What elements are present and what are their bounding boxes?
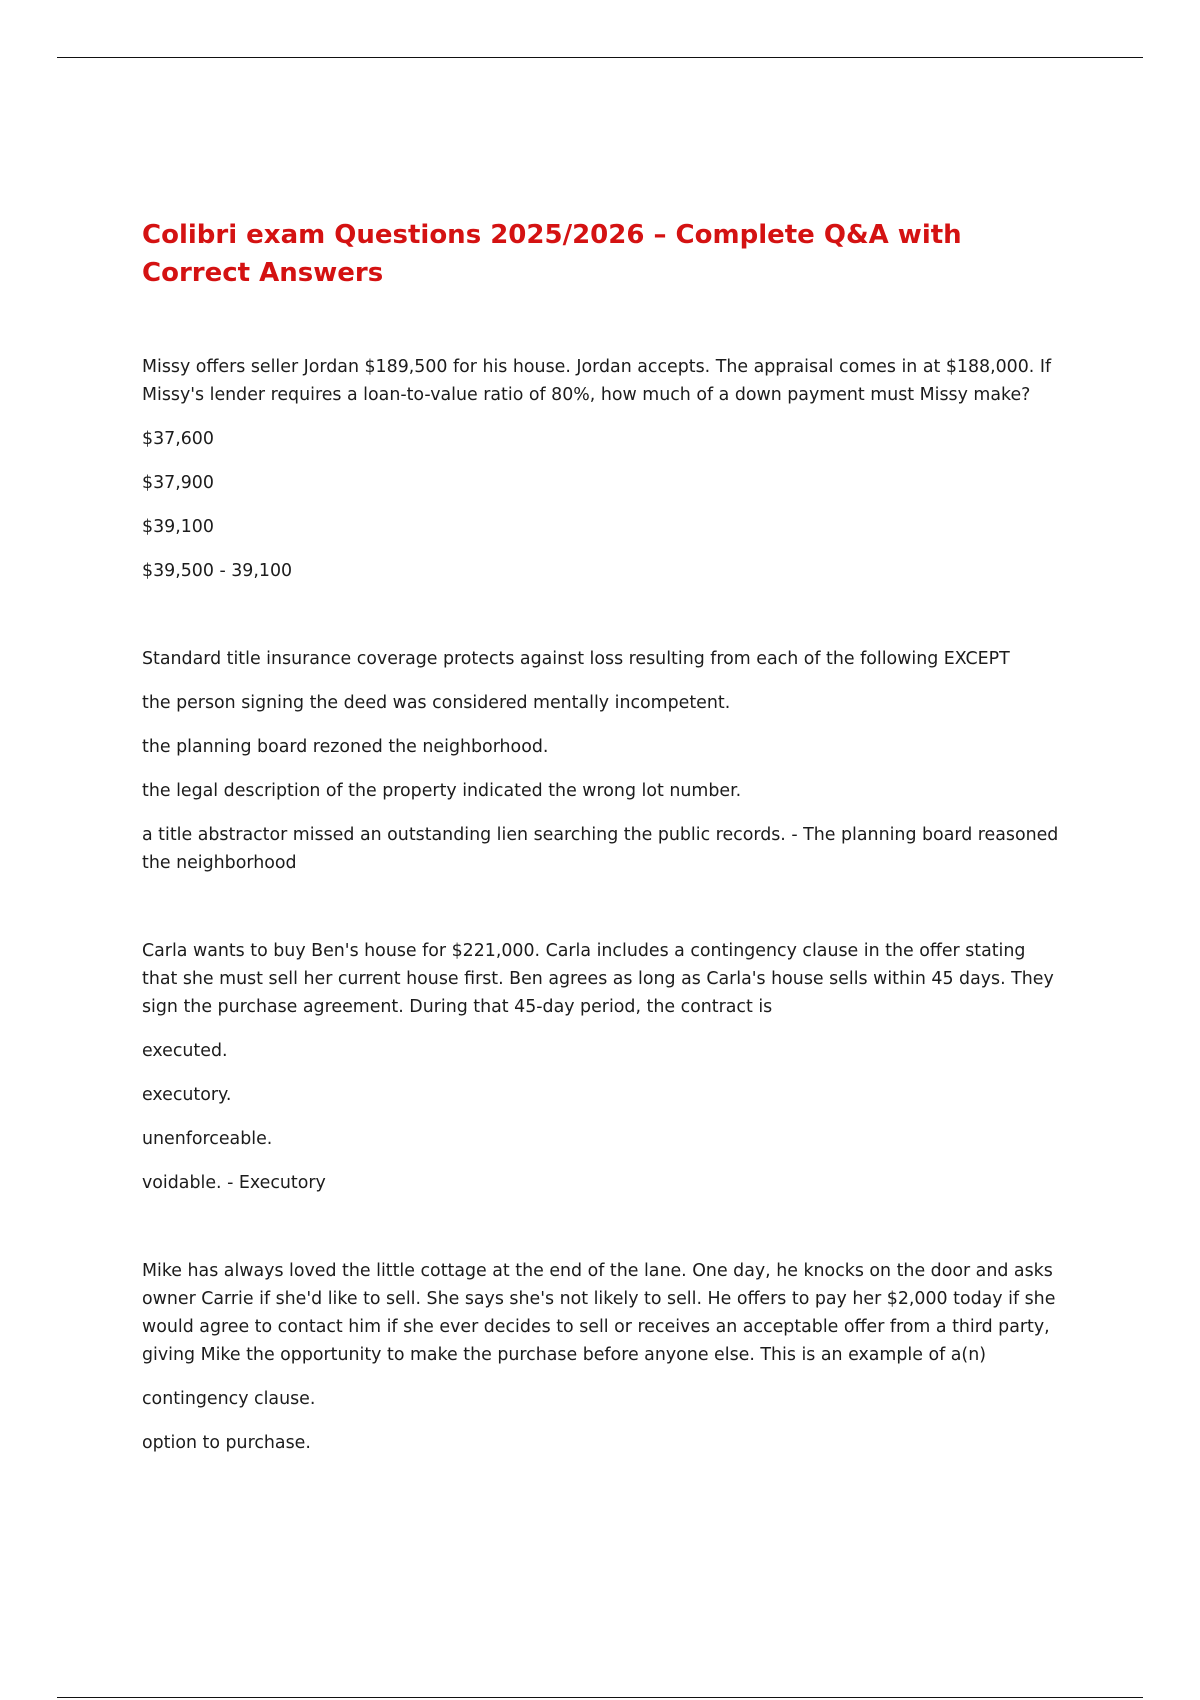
answer-option: option to purchase.: [142, 1433, 311, 1453]
question-3: [142, 937, 1062, 1197]
question-text: Standard title insurance coverage protects against loss resulting from each of the following EXCEPT: [142, 649, 1010, 669]
answer-option: unenforceable.: [142, 1129, 273, 1149]
question-2: [142, 645, 1062, 877]
document-body: [142, 353, 1062, 1517]
answer-option: the person signing the deed was considered mentally incompetent.: [142, 693, 731, 713]
question-text: Mike has always loved the little cottage at the end of the lane. One day, he knocks on the door and asks owner Carrie if she'd like to sell. She says she's not likely to sell. He offers to pay her $2,000 today if she would agree to contact him if she ever decides to sell or receives an acceptable offer from a third party, giving Mike the opportunity to make the purchase before anyone else. This is an example of a(n): [142, 1261, 1056, 1365]
answer-option: $39,100: [142, 517, 214, 537]
question-text: Missy offers seller Jordan $189,500 for his house. Jordan accepts. The appraisal comes in at $188,000. If Missy's lender requires a loan-to-value ratio of 80%, how much of a down payment must Missy make?: [142, 357, 1052, 405]
question-text: Carla wants to buy Ben's house for $221,000. Carla includes a contingency clause in the offer stating that she must sell her current house first. Ben agrees as long as Carla's house sells within 45 days. They sign the purchase agreement. During that 45-day period, the contract is: [142, 941, 1054, 1017]
answer-option: $39,500 - 39,100: [142, 561, 293, 581]
answer-option: the planning board rezoned the neighborhood.: [142, 737, 549, 757]
answer-option: $37,900: [142, 473, 214, 493]
answer-option: the legal description of the property indicated the wrong lot number.: [142, 781, 742, 801]
question-1: [142, 353, 1062, 585]
answer-option: executed.: [142, 1041, 228, 1061]
document-title: Colibri exam Questions 2025/2026 – Complete Q&A with Correct Answers: [142, 220, 962, 288]
top-rule: [57, 57, 1143, 58]
question-4: [142, 1257, 1062, 1457]
bottom-rule: [57, 1697, 1143, 1698]
answer-option: voidable. - Executory: [142, 1173, 326, 1193]
answer-option: contingency clause.: [142, 1389, 316, 1409]
answer-option: executory.: [142, 1085, 232, 1105]
answer-option: a title abstractor missed an outstanding lien searching the public records. - The planning board reasoned the neighborhood: [142, 825, 1059, 873]
answer-option: $37,600: [142, 429, 214, 449]
